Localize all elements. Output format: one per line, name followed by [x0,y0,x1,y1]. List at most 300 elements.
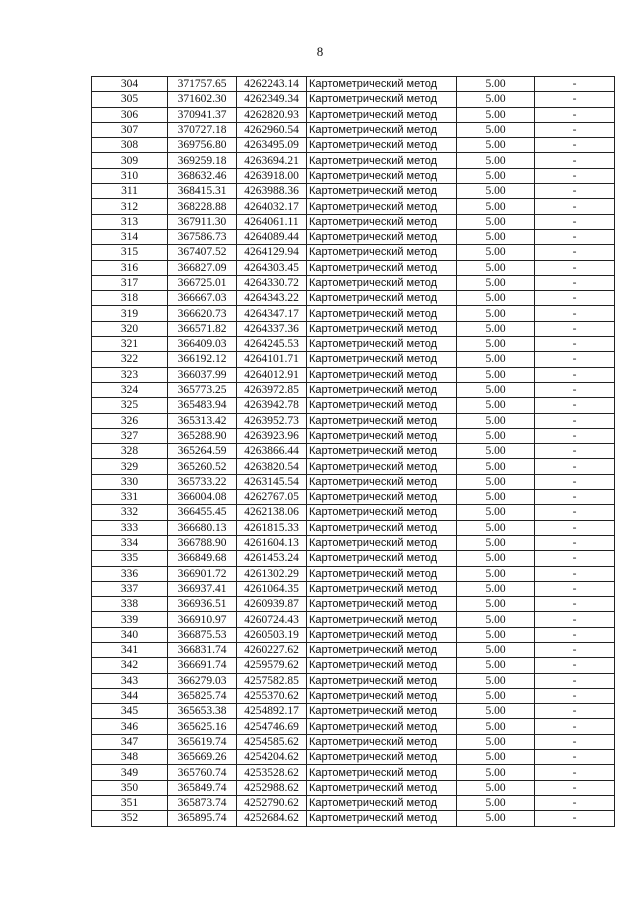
y-coordinate-cell: 4260227.62 [237,642,307,657]
point-number-cell: 347 [92,734,168,749]
y-coordinate-cell: 4262820.93 [237,107,307,122]
x-coordinate-cell: 366620.73 [168,306,237,321]
note-cell: - [535,627,615,642]
point-number-cell: 339 [92,612,168,627]
table-row [92,581,615,596]
note-cell: - [535,138,615,153]
y-coordinate-cell: 4264330.72 [237,275,307,290]
accuracy-cell: 5.00 [457,551,535,566]
table-row [92,688,615,703]
y-coordinate-cell: 4254204.62 [237,750,307,765]
x-coordinate-cell: 366691.74 [168,658,237,673]
x-coordinate-cell: 365773.25 [168,382,237,397]
table-row [92,382,615,397]
x-coordinate-cell: 370727.18 [168,122,237,137]
point-number-cell: 327 [92,428,168,443]
table-row [92,138,615,153]
accuracy-cell: 5.00 [457,398,535,413]
y-coordinate-cell: 4264347.17 [237,306,307,321]
accuracy-cell: 5.00 [457,229,535,244]
method-cell: Картометрический метод [307,275,457,290]
y-coordinate-cell: 4254892.17 [237,704,307,719]
note-cell: - [535,795,615,810]
point-number-cell: 331 [92,490,168,505]
accuracy-cell: 5.00 [457,444,535,459]
method-cell: Картометрический метод [307,291,457,306]
y-coordinate-cell: 4263866.44 [237,444,307,459]
table-row [92,122,615,137]
y-coordinate-cell: 4255370.62 [237,688,307,703]
point-number-cell: 323 [92,367,168,382]
point-number-cell: 315 [92,245,168,260]
note-cell: - [535,122,615,137]
x-coordinate-cell: 366827.09 [168,260,237,275]
point-number-cell: 321 [92,337,168,352]
x-coordinate-cell: 366455.45 [168,505,237,520]
x-coordinate-cell: 366409.03 [168,337,237,352]
accuracy-cell: 5.00 [457,673,535,688]
y-coordinate-cell: 4261453.24 [237,551,307,566]
x-coordinate-cell: 366831.74 [168,642,237,657]
x-coordinate-cell: 365733.22 [168,474,237,489]
table-row [92,795,615,810]
table-row [92,77,615,92]
method-cell: Картометрический метод [307,352,457,367]
y-coordinate-cell: 4261815.33 [237,520,307,535]
method-cell: Картометрический метод [307,505,457,520]
y-coordinate-cell: 4264343.22 [237,291,307,306]
x-coordinate-cell: 365313.42 [168,413,237,428]
accuracy-cell: 5.00 [457,627,535,642]
y-coordinate-cell: 4262767.05 [237,490,307,505]
point-number-cell: 348 [92,750,168,765]
note-cell: - [535,77,615,92]
method-cell: Картометрический метод [307,750,457,765]
accuracy-cell: 5.00 [457,92,535,107]
table-row [92,337,615,352]
method-cell: Картометрический метод [307,245,457,260]
method-cell: Картометрический метод [307,428,457,443]
point-number-cell: 350 [92,780,168,795]
point-number-cell: 313 [92,214,168,229]
table-row [92,413,615,428]
accuracy-cell: 5.00 [457,581,535,596]
point-number-cell: 341 [92,642,168,657]
accuracy-cell: 5.00 [457,245,535,260]
note-cell: - [535,750,615,765]
x-coordinate-cell: 366004.08 [168,490,237,505]
point-number-cell: 311 [92,184,168,199]
y-coordinate-cell: 4262243.14 [237,77,307,92]
point-number-cell: 325 [92,398,168,413]
point-number-cell: 346 [92,719,168,734]
accuracy-cell: 5.00 [457,688,535,703]
point-number-cell: 314 [92,229,168,244]
point-number-cell: 326 [92,413,168,428]
x-coordinate-cell: 365760.74 [168,765,237,780]
point-number-cell: 312 [92,199,168,214]
accuracy-cell: 5.00 [457,352,535,367]
y-coordinate-cell: 4264337.36 [237,321,307,336]
method-cell: Картометрический метод [307,184,457,199]
note-cell: - [535,535,615,550]
note-cell: - [535,490,615,505]
x-coordinate-cell: 365260.52 [168,459,237,474]
y-coordinate-cell: 4261604.13 [237,535,307,550]
point-number-cell: 330 [92,474,168,489]
point-number-cell: 322 [92,352,168,367]
method-cell: Картометрический метод [307,367,457,382]
method-cell: Картометрический метод [307,122,457,137]
table-row [92,612,615,627]
method-cell: Картометрический метод [307,535,457,550]
accuracy-cell: 5.00 [457,490,535,505]
table-row [92,229,615,244]
y-coordinate-cell: 4264089.44 [237,229,307,244]
note-cell: - [535,780,615,795]
x-coordinate-cell: 366788.90 [168,535,237,550]
point-number-cell: 320 [92,321,168,336]
note-cell: - [535,107,615,122]
x-coordinate-cell: 366901.72 [168,566,237,581]
x-coordinate-cell: 365895.74 [168,811,237,826]
note-cell: - [535,184,615,199]
accuracy-cell: 5.00 [457,520,535,535]
x-coordinate-cell: 366037.99 [168,367,237,382]
table-row [92,474,615,489]
table-row [92,627,615,642]
method-cell: Картометрический метод [307,642,457,657]
table-row [92,719,615,734]
accuracy-cell: 5.00 [457,321,535,336]
note-cell: - [535,367,615,382]
table-row [92,444,615,459]
table-row [92,428,615,443]
y-coordinate-cell: 4252790.62 [237,795,307,810]
table-row [92,704,615,719]
table-row [92,398,615,413]
method-cell: Картометрический метод [307,734,457,749]
accuracy-cell: 5.00 [457,199,535,214]
page-number: 8 [316,44,324,59]
accuracy-cell: 5.00 [457,291,535,306]
accuracy-cell: 5.00 [457,780,535,795]
table-row [92,658,615,673]
table-row [92,459,615,474]
point-number-cell: 316 [92,260,168,275]
point-number-cell: 306 [92,107,168,122]
note-cell: - [535,413,615,428]
table-row [92,765,615,780]
note-cell: - [535,321,615,336]
y-coordinate-cell: 4259579.62 [237,658,307,673]
method-cell: Картометрический метод [307,199,457,214]
table-row [92,780,615,795]
point-number-cell: 305 [92,92,168,107]
point-number-cell: 344 [92,688,168,703]
accuracy-cell: 5.00 [457,704,535,719]
y-coordinate-cell: 4262349.34 [237,92,307,107]
point-number-cell: 304 [92,77,168,92]
table-row [92,367,615,382]
table-row [92,505,615,520]
accuracy-cell: 5.00 [457,505,535,520]
table-row [92,291,615,306]
method-cell: Картометрический метод [307,688,457,703]
y-coordinate-cell: 4264101.71 [237,352,307,367]
x-coordinate-cell: 366936.51 [168,597,237,612]
method-cell: Картометрический метод [307,306,457,321]
coordinates-table [91,76,615,827]
method-cell: Картометрический метод [307,321,457,336]
x-coordinate-cell: 366937.41 [168,581,237,596]
note-cell: - [535,398,615,413]
method-cell: Картометрический метод [307,459,457,474]
y-coordinate-cell: 4263694.21 [237,153,307,168]
x-coordinate-cell: 366725.01 [168,275,237,290]
accuracy-cell: 5.00 [457,474,535,489]
method-cell: Картометрический метод [307,581,457,596]
y-coordinate-cell: 4254746.69 [237,719,307,734]
point-number-cell: 328 [92,444,168,459]
y-coordinate-cell: 4262960.54 [237,122,307,137]
y-coordinate-cell: 4263145.54 [237,474,307,489]
accuracy-cell: 5.00 [457,459,535,474]
accuracy-cell: 5.00 [457,765,535,780]
table-row [92,153,615,168]
y-coordinate-cell: 4263918.00 [237,168,307,183]
table-row [92,734,615,749]
method-cell: Картометрический метод [307,77,457,92]
note-cell: - [535,719,615,734]
method-cell: Картометрический метод [307,382,457,397]
note-cell: - [535,153,615,168]
note-cell: - [535,291,615,306]
table-row [92,566,615,581]
accuracy-cell: 5.00 [457,795,535,810]
table-row [92,642,615,657]
x-coordinate-cell: 367407.52 [168,245,237,260]
method-cell: Картометрический метод [307,520,457,535]
accuracy-cell: 5.00 [457,184,535,199]
table-row [92,597,615,612]
method-cell: Картометрический метод [307,260,457,275]
point-number-cell: 335 [92,551,168,566]
point-number-cell: 333 [92,520,168,535]
x-coordinate-cell: 365653.38 [168,704,237,719]
point-number-cell: 324 [92,382,168,397]
point-number-cell: 307 [92,122,168,137]
table-row [92,275,615,290]
method-cell: Картометрический метод [307,138,457,153]
note-cell: - [535,551,615,566]
y-coordinate-cell: 4264032.17 [237,199,307,214]
table-row [92,673,615,688]
point-number-cell: 352 [92,811,168,826]
accuracy-cell: 5.00 [457,642,535,657]
method-cell: Картометрический метод [307,719,457,734]
method-cell: Картометрический метод [307,658,457,673]
accuracy-cell: 5.00 [457,337,535,352]
point-number-cell: 308 [92,138,168,153]
accuracy-cell: 5.00 [457,811,535,826]
point-number-cell: 309 [92,153,168,168]
method-cell: Картометрический метод [307,780,457,795]
y-coordinate-cell: 4260724.43 [237,612,307,627]
coordinates-table-body [92,77,615,827]
method-cell: Картометрический метод [307,398,457,413]
y-coordinate-cell: 4260503.19 [237,627,307,642]
note-cell: - [535,520,615,535]
note-cell: - [535,306,615,321]
x-coordinate-cell: 368228.88 [168,199,237,214]
y-coordinate-cell: 4264012.91 [237,367,307,382]
point-number-cell: 329 [92,459,168,474]
note-cell: - [535,199,615,214]
point-number-cell: 342 [92,658,168,673]
point-number-cell: 338 [92,597,168,612]
x-coordinate-cell: 369259.18 [168,153,237,168]
y-coordinate-cell: 4263972.85 [237,382,307,397]
x-coordinate-cell: 365849.74 [168,780,237,795]
table-row [92,321,615,336]
note-cell: - [535,505,615,520]
table-row [92,245,615,260]
accuracy-cell: 5.00 [457,168,535,183]
method-cell: Картометрический метод [307,413,457,428]
accuracy-cell: 5.00 [457,367,535,382]
method-cell: Картометрический метод [307,765,457,780]
table-row [92,184,615,199]
accuracy-cell: 5.00 [457,77,535,92]
x-coordinate-cell: 366667.03 [168,291,237,306]
accuracy-cell: 5.00 [457,734,535,749]
method-cell: Картометрический метод [307,597,457,612]
x-coordinate-cell: 365264.59 [168,444,237,459]
y-coordinate-cell: 4252684.62 [237,811,307,826]
note-cell: - [535,444,615,459]
table-row [92,551,615,566]
method-cell: Картометрический метод [307,673,457,688]
note-cell: - [535,382,615,397]
method-cell: Картометрический метод [307,474,457,489]
method-cell: Картометрический метод [307,92,457,107]
method-cell: Картометрический метод [307,229,457,244]
table-row [92,306,615,321]
table-row [92,520,615,535]
accuracy-cell: 5.00 [457,306,535,321]
x-coordinate-cell: 367911.30 [168,214,237,229]
method-cell: Картометрический метод [307,627,457,642]
table-row [92,107,615,122]
y-coordinate-cell: 4263942.78 [237,398,307,413]
point-number-cell: 334 [92,535,168,550]
table-row [92,214,615,229]
y-coordinate-cell: 4252988.62 [237,780,307,795]
note-cell: - [535,214,615,229]
accuracy-cell: 5.00 [457,597,535,612]
x-coordinate-cell: 365825.74 [168,688,237,703]
y-coordinate-cell: 4257582.85 [237,673,307,688]
x-coordinate-cell: 365625.16 [168,719,237,734]
y-coordinate-cell: 4261302.29 [237,566,307,581]
y-coordinate-cell: 4263820.54 [237,459,307,474]
point-number-cell: 345 [92,704,168,719]
y-coordinate-cell: 4262138.06 [237,505,307,520]
accuracy-cell: 5.00 [457,153,535,168]
y-coordinate-cell: 4264303.45 [237,260,307,275]
note-cell: - [535,704,615,719]
note-cell: - [535,688,615,703]
table-row [92,168,615,183]
note-cell: - [535,673,615,688]
note-cell: - [535,811,615,826]
method-cell: Картометрический метод [307,444,457,459]
note-cell: - [535,260,615,275]
y-coordinate-cell: 4263988.36 [237,184,307,199]
note-cell: - [535,337,615,352]
x-coordinate-cell: 365288.90 [168,428,237,443]
point-number-cell: 349 [92,765,168,780]
point-number-cell: 336 [92,566,168,581]
point-number-cell: 319 [92,306,168,321]
table-row [92,352,615,367]
method-cell: Картометрический метод [307,490,457,505]
y-coordinate-cell: 4263495.09 [237,138,307,153]
method-cell: Картометрический метод [307,566,457,581]
x-coordinate-cell: 366571.82 [168,321,237,336]
table-row [92,199,615,214]
method-cell: Картометрический метод [307,551,457,566]
note-cell: - [535,765,615,780]
note-cell: - [535,245,615,260]
note-cell: - [535,428,615,443]
x-coordinate-cell: 365669.26 [168,750,237,765]
method-cell: Картометрический метод [307,795,457,810]
x-coordinate-cell: 371602.30 [168,92,237,107]
accuracy-cell: 5.00 [457,214,535,229]
table-row [92,750,615,765]
x-coordinate-cell: 365619.74 [168,734,237,749]
x-coordinate-cell: 366192.12 [168,352,237,367]
note-cell: - [535,168,615,183]
x-coordinate-cell: 369756.80 [168,138,237,153]
note-cell: - [535,612,615,627]
x-coordinate-cell: 367586.73 [168,229,237,244]
accuracy-cell: 5.00 [457,428,535,443]
accuracy-cell: 5.00 [457,107,535,122]
accuracy-cell: 5.00 [457,658,535,673]
x-coordinate-cell: 371757.65 [168,77,237,92]
accuracy-cell: 5.00 [457,413,535,428]
note-cell: - [535,581,615,596]
table-row [92,811,615,826]
method-cell: Картометрический метод [307,168,457,183]
point-number-cell: 317 [92,275,168,290]
note-cell: - [535,597,615,612]
y-coordinate-cell: 4264061.11 [237,214,307,229]
x-coordinate-cell: 366680.13 [168,520,237,535]
y-coordinate-cell: 4263923.96 [237,428,307,443]
y-coordinate-cell: 4253528.62 [237,765,307,780]
accuracy-cell: 5.00 [457,719,535,734]
accuracy-cell: 5.00 [457,275,535,290]
note-cell: - [535,474,615,489]
note-cell: - [535,229,615,244]
x-coordinate-cell: 368415.31 [168,184,237,199]
table-row [92,490,615,505]
y-coordinate-cell: 4260939.87 [237,597,307,612]
